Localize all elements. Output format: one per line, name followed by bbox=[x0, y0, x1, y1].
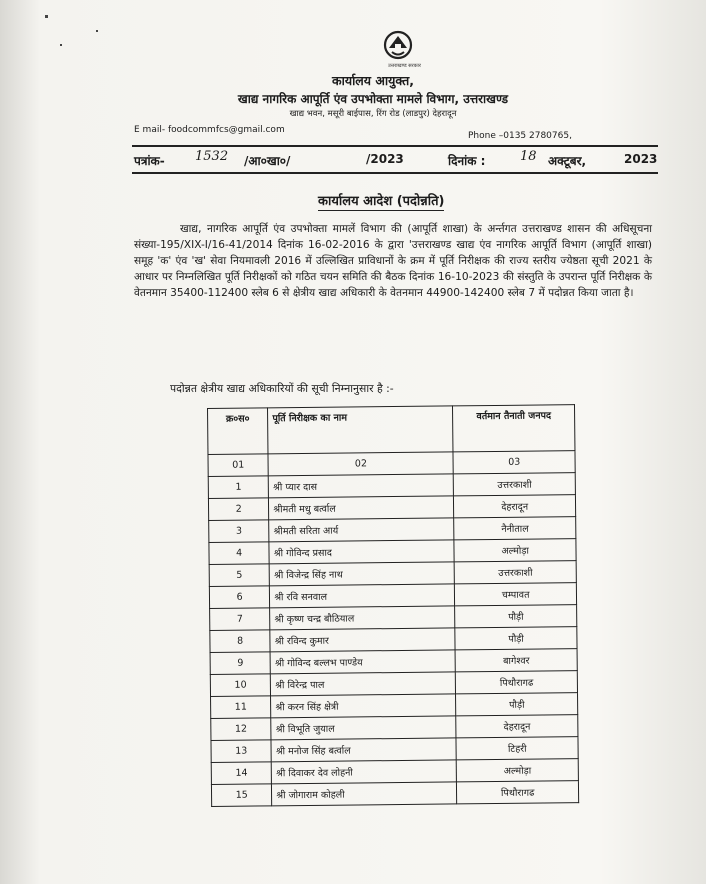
serial-cell: 10 bbox=[210, 674, 271, 697]
name-cell: श्रीमती सरिता आर्य bbox=[269, 518, 454, 542]
name-cell: श्री विरेन्द्र पाल bbox=[271, 672, 456, 696]
district-cell: उत्तरकाशी bbox=[454, 473, 576, 496]
office-address: खाद्य भवन, मसूरी बाईपास, रिंग रोड (लाडपुर) देहरादून bbox=[289, 109, 457, 119]
serial-cell: 5 bbox=[209, 564, 270, 587]
header-rule-bottom bbox=[132, 172, 658, 174]
district-cell: उत्तरकाशी bbox=[454, 561, 576, 584]
district-cell: बागेश्वर bbox=[455, 649, 577, 672]
office-title: कार्यालय आयुक्त, bbox=[331, 73, 414, 88]
reference-year: /2023 bbox=[366, 152, 404, 166]
serial-cell: 3 bbox=[209, 520, 270, 543]
serial-cell: 15 bbox=[211, 784, 272, 807]
name-cell: श्री विभूति जुयाल bbox=[271, 716, 456, 740]
date-day: 18 bbox=[520, 149, 537, 164]
scan-speck bbox=[96, 30, 98, 32]
table-row bbox=[211, 781, 578, 807]
serial-cell: 11 bbox=[211, 696, 272, 719]
name-cell: श्री प्यार दास bbox=[269, 474, 454, 498]
office-code: /आ०खा०/ bbox=[244, 154, 291, 168]
district-cell: टिहरी bbox=[456, 737, 578, 760]
name-cell: श्री विजेन्द्र सिंह नाथ bbox=[269, 562, 454, 586]
district-cell: अल्मोड़ा bbox=[457, 759, 579, 782]
name-cell: श्री दिवाकर देव लोहनी bbox=[272, 760, 457, 784]
district-cell: पौड़ी bbox=[455, 605, 577, 628]
serial-cell: 2 bbox=[208, 498, 269, 521]
list-intro: पदोन्नत क्षेत्रीय खाद्य अधिकारियों की सूची निम्नानुसार है :- bbox=[170, 382, 394, 395]
serial-cell: 12 bbox=[211, 718, 272, 741]
name-cell: श्री गोविन्द प्रसाद bbox=[269, 540, 454, 564]
serial-cell: 4 bbox=[209, 542, 270, 565]
order-body-paragraph: खाद्य, नागरिक आपूर्ति एंव उपभोक्ता मामलें विभाग की (आपूर्ति शाखा) के अर्न्तगत उत्तराखण्ड शासन की अधिसूचना संख्या-195/XIX-I/16-41/2014 दिनांक 16-02-2016 के द्वारा 'उत्तराखण्ड खाद्य एंव नागरिक आपूर्ति विभाग (आपूर्ति शाखा) समूह 'क' एंव 'ख' सेवा नियमावली 2016 में उल्लिखित प्राविधानों के क्रम में पूर्ति निरीक्षक की राज्य स्तरीय ज्येष्ठता सूची 2021 के आधार पर निम्नलिखित पूर्ति निरीक्षकों को गठित चयन समिति की बैठक दिनांक 16-10-2023 की संस्तुति के उपरान्त पूर्ति निरीक्षक के वेतनमान 35400-112400 स्लेब 6 से क्षेत्रीय खाद्य अधिकारी के वेतनमान 44900-142400 स्लेब 7 में पदोन्नत किया जाता है। bbox=[134, 223, 652, 299]
order-title: कार्यालय आदेश (पदोन्नति) bbox=[318, 191, 444, 211]
column-number: 03 bbox=[453, 451, 575, 474]
serial-cell: 8 bbox=[210, 630, 271, 653]
table-header-row bbox=[208, 405, 575, 455]
reference-label: पत्रांक- bbox=[134, 154, 165, 168]
emblem-caption: उत्तराखण्ड सरकार bbox=[388, 63, 421, 69]
department-name: खाद्य नागरिक आपूर्ति एंव उपभोक्ता मामले विभाग, उत्तराखण्ड bbox=[237, 92, 509, 106]
serial-cell: 6 bbox=[209, 586, 270, 609]
serial-cell: 14 bbox=[211, 762, 272, 785]
district-cell: चम्पावत bbox=[455, 583, 577, 606]
district-cell: अल्मोड़ा bbox=[454, 539, 576, 562]
name-cell: श्री जोगाराम कोहली bbox=[272, 782, 457, 806]
column-number: 02 bbox=[268, 452, 453, 476]
serial-cell: 7 bbox=[210, 608, 271, 631]
district-cell: पौड़ी bbox=[456, 693, 578, 716]
name-cell: श्री गोविन्द बल्लभ पाण्डेय bbox=[270, 650, 455, 674]
email-address: E mail- foodcommfcs@gmail.com bbox=[134, 125, 285, 135]
header-rule-top bbox=[132, 145, 658, 147]
district-cell: पौड़ी bbox=[455, 627, 577, 650]
name-cell: श्री मनोज सिंह बर्त्वाल bbox=[271, 738, 456, 762]
column-number: 01 bbox=[208, 454, 269, 477]
officers-table bbox=[207, 404, 579, 807]
name-cell: श्री करन सिंह क्षेत्री bbox=[271, 694, 456, 718]
district-cell: पिथौरागढ bbox=[457, 781, 579, 804]
date-year: 2023 bbox=[624, 152, 658, 166]
scan-speck bbox=[60, 44, 62, 46]
header-serial: क्र०स० bbox=[208, 408, 269, 455]
scan-speck bbox=[45, 15, 48, 18]
district-cell: नैनीताल bbox=[454, 517, 576, 540]
name-cell: श्री रवि सनवाल bbox=[270, 584, 455, 608]
date-label: दिनांक : bbox=[448, 154, 486, 168]
name-cell: श्री कृष्ण चन्द्र बौठियाल bbox=[270, 606, 455, 630]
district-cell: देहरादून bbox=[456, 715, 578, 738]
serial-cell: 13 bbox=[211, 740, 272, 763]
name-cell: श्रीमती मधु बर्त्वाल bbox=[269, 496, 454, 520]
header-name: पूर्ति निरीक्षक का नाम bbox=[268, 406, 454, 454]
district-cell: पिथौरागढ bbox=[456, 671, 578, 694]
reference-number: 1532 bbox=[195, 149, 229, 164]
name-cell: श्री रविन्द कुमार bbox=[270, 628, 455, 652]
date-month: अक्टूबर, bbox=[548, 154, 587, 168]
header-district: वर्तमान तैनाती जनपद bbox=[453, 405, 575, 452]
phone-number: Phone –0135 2780765, bbox=[468, 131, 572, 141]
district-cell: देहरादून bbox=[454, 495, 576, 518]
serial-cell: 9 bbox=[210, 652, 271, 675]
government-emblem-icon bbox=[380, 30, 416, 64]
serial-cell: 1 bbox=[208, 476, 269, 499]
